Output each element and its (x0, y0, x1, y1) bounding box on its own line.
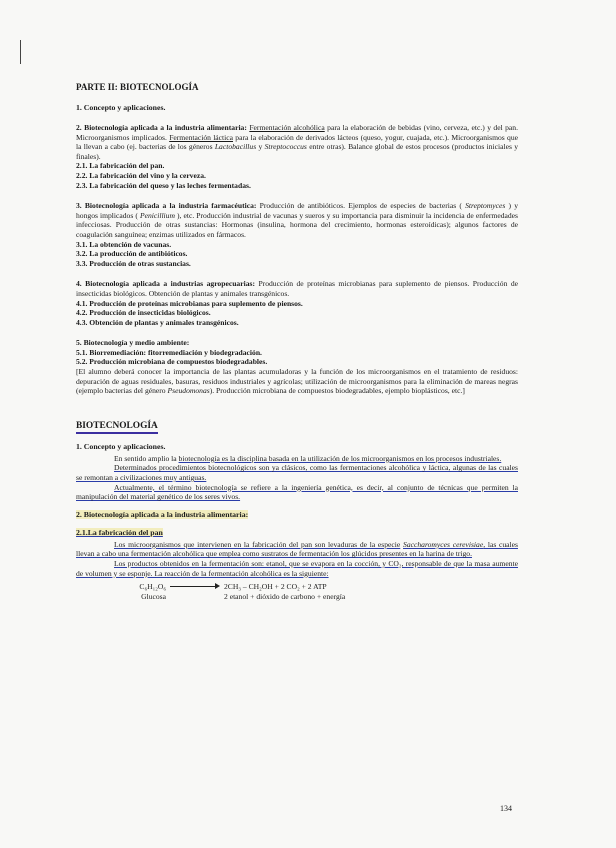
section-4-text: 4. Biotecnología aplicada a industrias agropecuarias: Producción de proteínas microbianas para suplemento de piensos. Producción de insecticidas biológicos. Obtención de plantas y animales transgénicos. (76, 279, 519, 298)
section-2-text: 2. Biotecnología aplicada a la industria alimentaria: Fermentación alcohólica para la elaboración de bebidas (vino, cerveza, etc.) y del pan. Microorganismos implicados. Fermentación láctica para la elaboración de derivados lácteos (queso, yogur, cuajada, etc.). Microorganismos que la llevan a cabo (ej. bacterias de los géneros Lactobacillus y Streptococcus entre otras). Balance global de estos procesos (productos iniciales y finales). (76, 123, 519, 161)
biotech-title: BIOTECNOLOGÍA (76, 421, 158, 434)
page-number: 134 (500, 804, 512, 813)
subsection-4-1: 4.1. Producción de proteínas microbianas para suplemento de piensos. (76, 298, 303, 308)
reaction-arrow-icon (170, 586, 218, 587)
reaction-equation (76, 582, 518, 601)
subsection-4-3: 4.3. Obtención de plantas y animales transgénicos. (76, 317, 239, 327)
section-5-heading: 5. Biotecnología y medio ambiente: (76, 338, 190, 348)
page-content (76, 82, 518, 601)
subsection-5-2: 5.2. Producción microbiana de compuestos biodegradables. (76, 357, 268, 367)
section-2 (76, 123, 518, 190)
bio-concept-p3: Actualmente, el término biotecnología se refiere a la ingeniería genética, es decir, al conjunto de técnicas que permiten la manipulación del material genético de los seres vivos. (76, 482, 518, 502)
subsection-2-1: 2.1. La fabricación del pan. (76, 161, 165, 171)
reactant-name: Glucosa (141, 591, 166, 601)
bio-concept-p1: En sentido amplio la biotecnología es la disciplina basada en la utilización de los microorganismos en los procesos industriales. (114, 453, 502, 463)
products: 2CH₃ – CH₂OH + 2 CO₂ + 2 ATP (224, 582, 327, 592)
section-4 (76, 279, 518, 327)
bio-food-heading: 2. Biotecnología aplicada a la industria alimentaria: (76, 509, 249, 519)
section-3 (76, 201, 518, 268)
margin-mark (20, 40, 21, 64)
section-5 (76, 338, 518, 396)
bio-bread-p1: Los microorganismos que intervienen en la fabricación del pan son levaduras de la especie Saccharomyces cerevisiae, las cuales llevan a cabo una fermentación alcohólica que emplea como sustratos de fermentación los glúcidos presentes en la harina de trigo. (76, 539, 518, 559)
subsection-3-1: 3.1. La obtención de vacunas. (76, 239, 172, 249)
bio-concept-heading: 1. Concepto y aplicaciones. (76, 441, 166, 451)
section-5-note: [El alumno deberá conocer la importancia de las plantas acumuladoras y la función de los microorganismos en el tratamiento de residuos: depuración de aguas residuales, basuras, residuos industriales y agrícolas; utilización de microorganismos para la eliminación de mareas negras (ejemplo bacterias del género Pseudomonas). Producción microbiana de compuestos biodegradables, ejemplo bioplásticos, etc.] (76, 367, 518, 396)
subsection-3-2: 3.2. La producción de antibióticos. (76, 249, 188, 259)
bio-bread-heading: 2.1.La fabricación del pan (76, 527, 163, 537)
products-names: 2 etanol + dióxido de carbono + energía (224, 591, 346, 601)
section-1-heading: 1. Concepto y aplicaciones. (76, 103, 166, 112)
subsection-2-2: 2.2. La fabricación del vino y la cerveza. (76, 170, 206, 180)
reactant: C₆H₁₂O₆ (139, 582, 166, 592)
subsection-4-2: 4.2. Producción de insecticidas biológicos. (76, 308, 211, 318)
bio-concept-p2: Determinados procedimientos biotecnológicos son ya clásicos, como las fermentaciones alcohólica y láctica, algunas de las cuales se remontan a civilizaciones muy antiguas. (76, 463, 518, 483)
subsection-2-3: 2.3. La fabricación del queso y las leches fermentadas. (76, 180, 251, 190)
subsection-5-1: 5.1. Biorremediación: fitorremediación y biodegradación. (76, 347, 262, 357)
bio-bread-p2: Los productos obtenidos en la fermentación son: etanol, que se evapora en la cocción, y CO₂, responsable de que la masa aumente de volumen y se esponje. La reacción de la fermentación alcohólica es la siguiente: (76, 559, 518, 578)
part-title: PARTE II: BIOTECNOLOGÍA (76, 82, 199, 92)
section-3-text: 3. Biotecnología aplicada a la industria farmacéutica: Producción de antibióticos. Ejemplos de especies de bacterias ( Streptomyces ) y hongos implicados ( Penicillium ), etc. Producción industrial de vacunas y sueros y su importancia para disminuir la incidencia de enfermedades infecciosas. Producción de otras sustancias: Hormonas (insulina, hormona del crecimiento, hormonas esteroídicas); algunos factores de coagulación sanguínea; enzimas utilizados en fármacos. (76, 201, 519, 239)
subsection-3-3: 3.3. Producción de otras sustancias. (76, 258, 191, 268)
